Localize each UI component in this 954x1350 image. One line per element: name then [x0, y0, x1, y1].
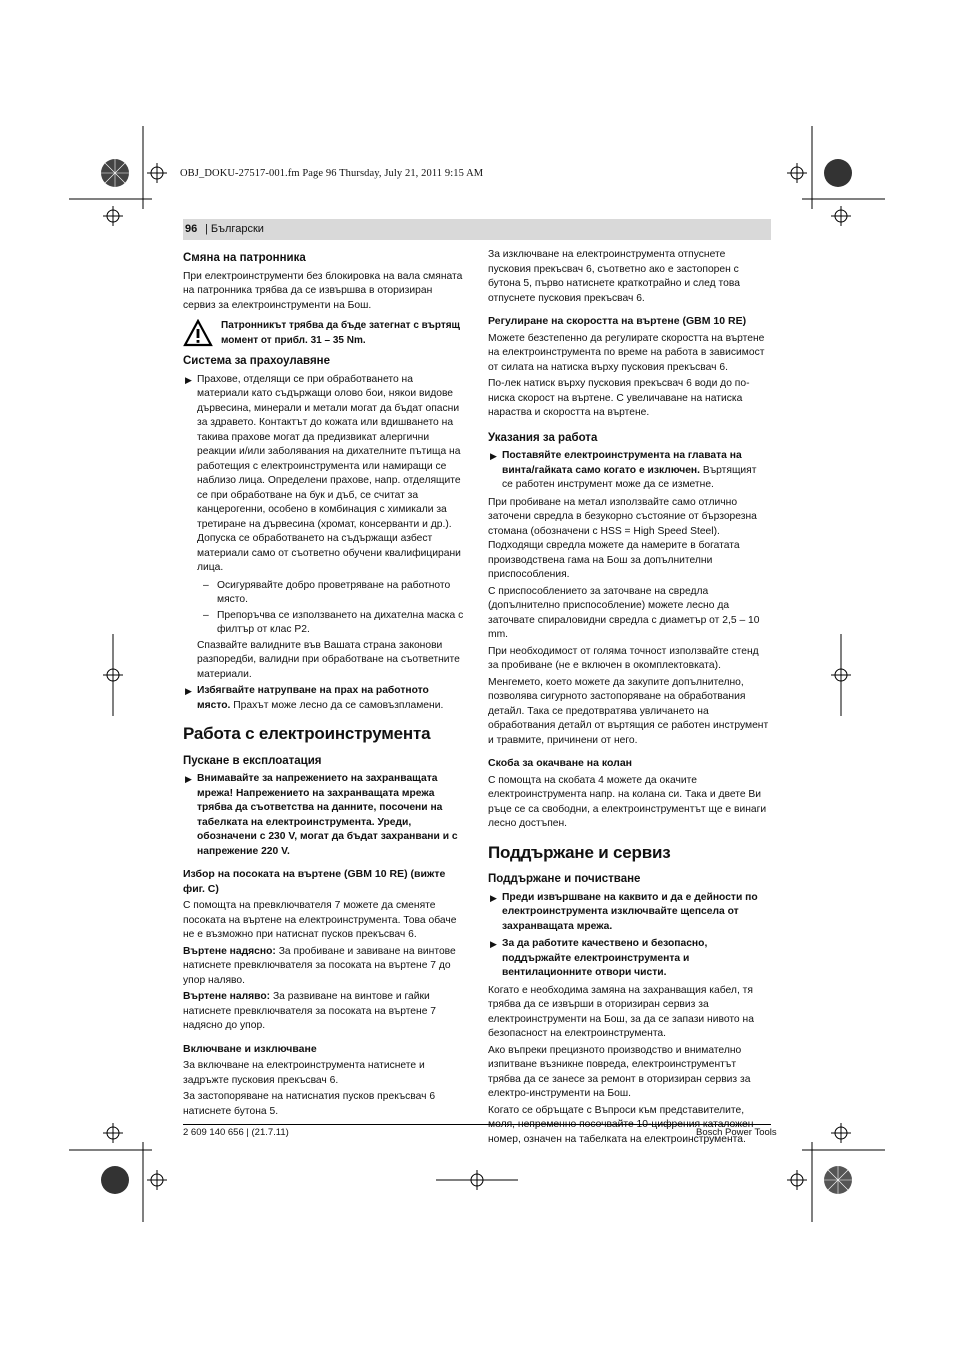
- bullet-arrow-icon: ▶: [490, 451, 497, 461]
- warning-icon: [183, 319, 213, 347]
- paragraph: Ако въпреки прецизното производство и внимателно изпитване възникне повреда, електроинструментът трябва да се занесе за ремонт в оторизиран сервиз за електро-инструменти на Бош.: [488, 1044, 751, 1099]
- section-title: Смяна на патронника: [183, 252, 306, 264]
- section-title: Указания за работа: [488, 431, 598, 444]
- page-number: 96: [185, 223, 198, 235]
- section-title: Поддържане и почистване: [488, 873, 641, 885]
- paragraph: Когато се обръщате с Въпроси към представителите, номер, означен на табелката на електроинструмента.: [488, 1104, 746, 1145]
- document-code: 2 609 140 656 | (21.7.11): [183, 1127, 289, 1138]
- list-item: – Осигурявайте добро проветряване на работното място.: [203, 579, 451, 605]
- page-header-bar: [183, 219, 771, 240]
- list-item: ▶ Внимавайте за напрежението на захранващата мрежа! Напрежението на захранващата мрежа трябва да съответства на данните, посочени на табелката на електроинструмента. Уреди, обозначени с 230 V, могат да бъдат захранвани и с напрежение 220 V.: [185, 773, 458, 857]
- bullet-arrow-icon: ▶: [490, 939, 497, 949]
- paragraph: Въртене надясно: За пробиване и завиване на винтове натиснете превключвателя за посоката на въртене 7 до упор наляво.: [183, 945, 456, 986]
- subsection-title: Включване и изключване: [183, 1042, 317, 1055]
- paragraph: За изключване на електроинструмента отпуснете пусковия прекъсвач 6, съответно ако е застопорен с бутона 5, първо натиснете краткотрайно и след това отпуснете пусковия прекъсвач 6.: [488, 249, 740, 304]
- paragraph: При необходимост от голяма точност използвайте стенд за пробиване (не е включен в окомплектовката).: [488, 645, 759, 671]
- list-item: ▶ За да работите качествено и безопасно, поддържайте електроинструмента и вентилационните отвори чисти.: [490, 938, 708, 978]
- list-item: ▶ Преди извършване на каквито и да е дейности по електроинструмента изключвайте щепсела от захранващата мрежа.: [490, 891, 758, 932]
- warning-box: [183, 319, 465, 348]
- paragraph: При електроинструменти без блокировка на вала смяната на патронника трябва да се извършва в оторизиран сервиз за електроинструменти на Бош.: [183, 270, 463, 311]
- paragraph: Менгемето, което можете да закупите допълнително, позволява сигурното застопоряване на обработвания детайл. Така се предотвратява увличането на обработвания детайл от въртящия се работен инструмент и травмите, причинени от него.: [488, 676, 769, 746]
- paragraph: За включване на електроинструмента натиснете и задръжте пусковия прекъсвач 6.: [183, 1060, 425, 1086]
- bullet-arrow-icon: ▶: [185, 774, 192, 784]
- bullet-arrow-icon: ▶: [185, 374, 192, 385]
- left-column: [183, 245, 465, 1121]
- list-item: ▶ Избягвайте натрупване на прах на работното място. Прахът може лесно да се самовъзпламени.: [185, 685, 444, 711]
- subsection-title: Регулиране на скоростта на въртене (GBM 10 RE): [488, 315, 747, 327]
- paragraph: Когато е необходима замяна на захранващия кабел, тя трябва да се извърши в оторизиран сервиз за електроинструменти на Бош, за да се запази нивото на безопасност на електроинструмента.: [488, 984, 754, 1039]
- subsection-title: Избор на посоката на въртене (GBM 10 RE) (вижте фиг. C): [183, 868, 446, 895]
- paragraph: С помощта на скобата 4 можете да окачите електроинструмента напр. на колана си. Така и двете Ви ръце се са свободни, а електроинструментът ще е винаги лесно достъпен.: [488, 774, 767, 829]
- paragraph: За застопоряване на натиснатия пусков прекъсвач 6 натиснете бутона 5.: [183, 1091, 436, 1117]
- bullet-arrow-icon: ▶: [490, 892, 497, 903]
- list-item: – Препоръчва се използването на дихателна маска с филтър от клас P2.: [203, 609, 464, 635]
- section-title: Система за прахоулавяне: [183, 355, 331, 367]
- language-label: | Български: [205, 223, 264, 235]
- paragraph: Въртене наляво: За развиване на винтове и гайки натиснете превключвателя за посоката на въртене 7 надясно до упор.: [183, 991, 437, 1031]
- brand-label: Bosch Power Tools: [696, 1127, 777, 1138]
- list-item: ▶ Поставяйте електроинструмента на главата на винта/гайката само когато е изключен. Въртящият се работен инструмент може да се изметне.: [490, 450, 757, 490]
- paragraph: При пробиване на метал използвайте само отлично заточени свредла в безукорно състояние от бързорезна стомана (обозначени с HSS = High Speed Steel). Подходящи свредла можете да намерите в богатата производствена гама на Бош за допълнителни приспособления.: [488, 496, 757, 580]
- paragraph: Можете безстепенно да регулирате скоростта на въртене на електроинструмента по време на работа в зависимост от силата на натиска върху пусковия прекъсвач 6.: [488, 332, 765, 373]
- footer-rule: [183, 1124, 771, 1125]
- paragraph: С помощта на превключвателя 7 можете да сменяте посоката на въртене на електроинструмента. Това обаче не е възможно при натиснат пусков прекъсвач 6.: [183, 900, 457, 940]
- paragraph: Спазвайте валидните във Вашата страна законови разпоредби, валидни при обработване на съответните материали.: [197, 639, 460, 680]
- section-title: Пускане в експлоатация: [183, 754, 322, 767]
- right-column: [488, 248, 770, 1149]
- file-info: OBJ_DOKU-27517-001.fm Page 96 Thursday, July 21, 2011 9:15 AM: [180, 168, 484, 179]
- warning-text: Патронникът трябва да бъде затегнат с въртящ момент от прибл. 31 – 35 Nm.: [221, 320, 460, 346]
- list-item: ▶ Прахове, отделящи се при обработването на материали като съдържащи олово бои, някои видове дървесина, минерали и метали могат да бъдат опасни за здравето. Контактът до кожата или вдишването на такива прахове могат да предизвикат алергични реакции и/или заболявания на дихателните пътища на работещия с електроинструмента или намиращи се наблизо лица. Определени прахове, напр. отделящите се при обработване на бук и дъб, се считат за канцерогенни, особено в комбинация с химикали за третиране на дървесина (хромат, консерванти и др.). Допуска се обработването на съдържащи азбест материали само от съответно обучени квалифицирани лица.: [185, 373, 461, 573]
- bullet-arrow-icon: ▶: [185, 686, 192, 696]
- chapter-title: Поддържане и сервиз: [488, 842, 671, 862]
- subsection-title: Скоба за окачване на колан: [488, 757, 633, 769]
- paragraph: С приспособлението за заточване на свредла (допълнително приспособление) можете лесно да заточвате спираловидни свредла с диаметър от 2,5 – 10 mm.: [488, 585, 760, 640]
- chapter-title: Работа с електроинструмента: [183, 724, 431, 743]
- paragraph: По-лек натиск върху пусковия прекъсвач 6 води до по-ниска скорост на въртене. С увеличаване на натиска нараства и скоростта на въртене.: [488, 378, 750, 418]
